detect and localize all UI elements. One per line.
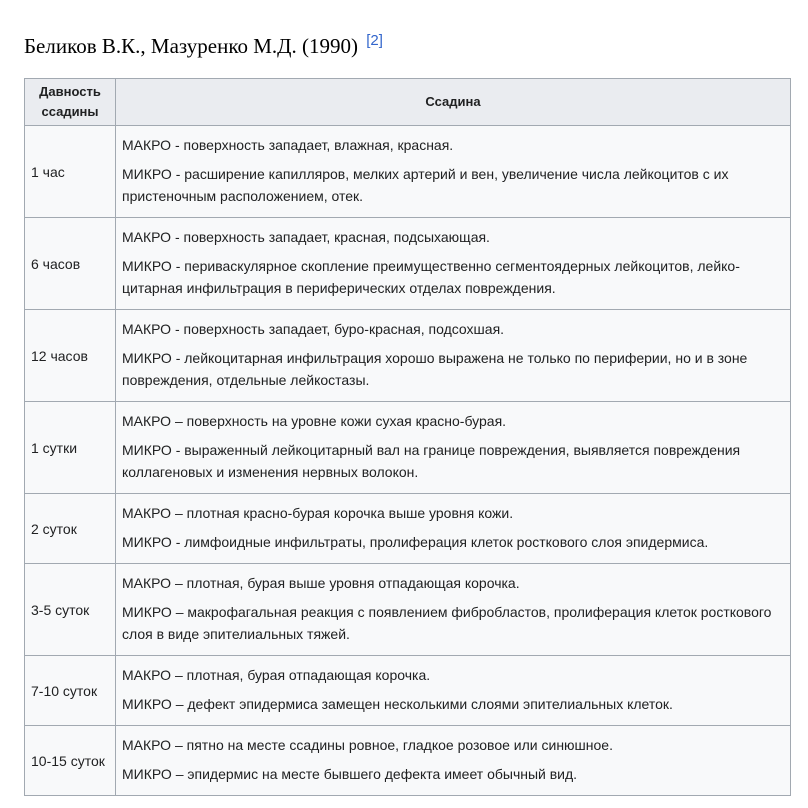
description-cell xyxy=(116,726,791,796)
macro-text: МАКРО - поверхность западает, буро-красная, подсохшая. xyxy=(122,321,505,337)
macro-text: МАКРО – плотная, бурая отпадающая корочка. xyxy=(122,667,431,683)
table-row xyxy=(25,726,791,796)
age-cell: 1 сутки xyxy=(25,402,116,494)
abrasion-age-table xyxy=(24,78,791,796)
macro-text: МАКРО – плотная, бурая выше уровня отпадающая корочка. xyxy=(122,575,520,591)
macro-text: МАКРО – пятно на месте ссадины ровное, гладкое розовое или синюшное. xyxy=(122,737,613,753)
micro-text: МИКРО - расширение капилляров, мелких артерий и вен, увеличение числа лейкоцитов с их пристеночным расположением, отек. xyxy=(122,166,729,204)
macro-text: МАКРО - поверхность западает, влажная, красная. xyxy=(122,137,454,153)
macro-text: МАКРО - поверхность западает, красная, подсыхающая. xyxy=(122,229,490,245)
table-row xyxy=(25,218,791,310)
micro-text: МИКРО - лимфоидные инфильтраты, пролиферация клеток росткового слоя эпидермиса. xyxy=(122,534,709,550)
description-cell xyxy=(116,126,791,218)
micro-text: МИКРО – дефект эпидермиса замещен несколькими слоями эпителиальных клеток. xyxy=(122,696,673,712)
age-cell: 12 часов xyxy=(25,310,116,402)
page-heading xyxy=(24,30,383,62)
table-row xyxy=(25,126,791,218)
description-cell xyxy=(116,494,791,564)
table-row xyxy=(25,402,791,494)
description-cell xyxy=(116,656,791,726)
table-row xyxy=(25,310,791,402)
micro-text: МИКРО - лейкоцитарная инфильтрация хорошо выражена не только по периферии, но и в зоне повреждения, отдельные лейкостазы. xyxy=(122,350,748,388)
reference-link[interactable]: [2] xyxy=(366,32,383,49)
age-cell: 7-10 суток xyxy=(25,656,116,726)
micro-text: МИКРО - периваскулярное скопление преимущественно сегментоядерных лейкоцитов, лейко-цитарная инфильтрация в периферических отделах повреждения. xyxy=(122,258,740,296)
table-row xyxy=(25,564,791,656)
description-cell xyxy=(116,218,791,310)
header-abrasion: Ссадина xyxy=(116,79,791,126)
table-row xyxy=(25,494,791,564)
age-cell: 3-5 суток xyxy=(25,564,116,656)
header-age: Давность ссадины xyxy=(25,79,116,126)
description-cell xyxy=(116,402,791,494)
heading-title: Беликов В.К., Мазуренко М.Д. (1990) xyxy=(24,34,358,58)
age-cell: 6 часов xyxy=(25,218,116,310)
table-row xyxy=(25,656,791,726)
micro-text: МИКРО - выраженный лейкоцитарный вал на границе повреждения, выявляется повреждения коллагеновых и изменения нервных волокон. xyxy=(122,442,741,480)
age-cell: 10-15 суток xyxy=(25,726,116,796)
description-cell xyxy=(116,564,791,656)
micro-text: МИКРО – макрофагальная реакция с появлением фибробластов, пролиферация клеток росткового слоя в виде эпителиальных тяжей. xyxy=(122,604,772,642)
age-cell: 2 суток xyxy=(25,494,116,564)
table-header-row xyxy=(25,79,791,126)
description-cell xyxy=(116,310,791,402)
age-cell: 1 час xyxy=(25,126,116,218)
micro-text: МИКРО – эпидермис на месте бывшего дефекта имеет обычный вид. xyxy=(122,766,578,782)
macro-text: МАКРО – плотная красно-бурая корочка выше уровня кожи. xyxy=(122,505,514,521)
macro-text: МАКРО – поверхность на уровне кожи сухая красно-бурая. xyxy=(122,413,507,429)
